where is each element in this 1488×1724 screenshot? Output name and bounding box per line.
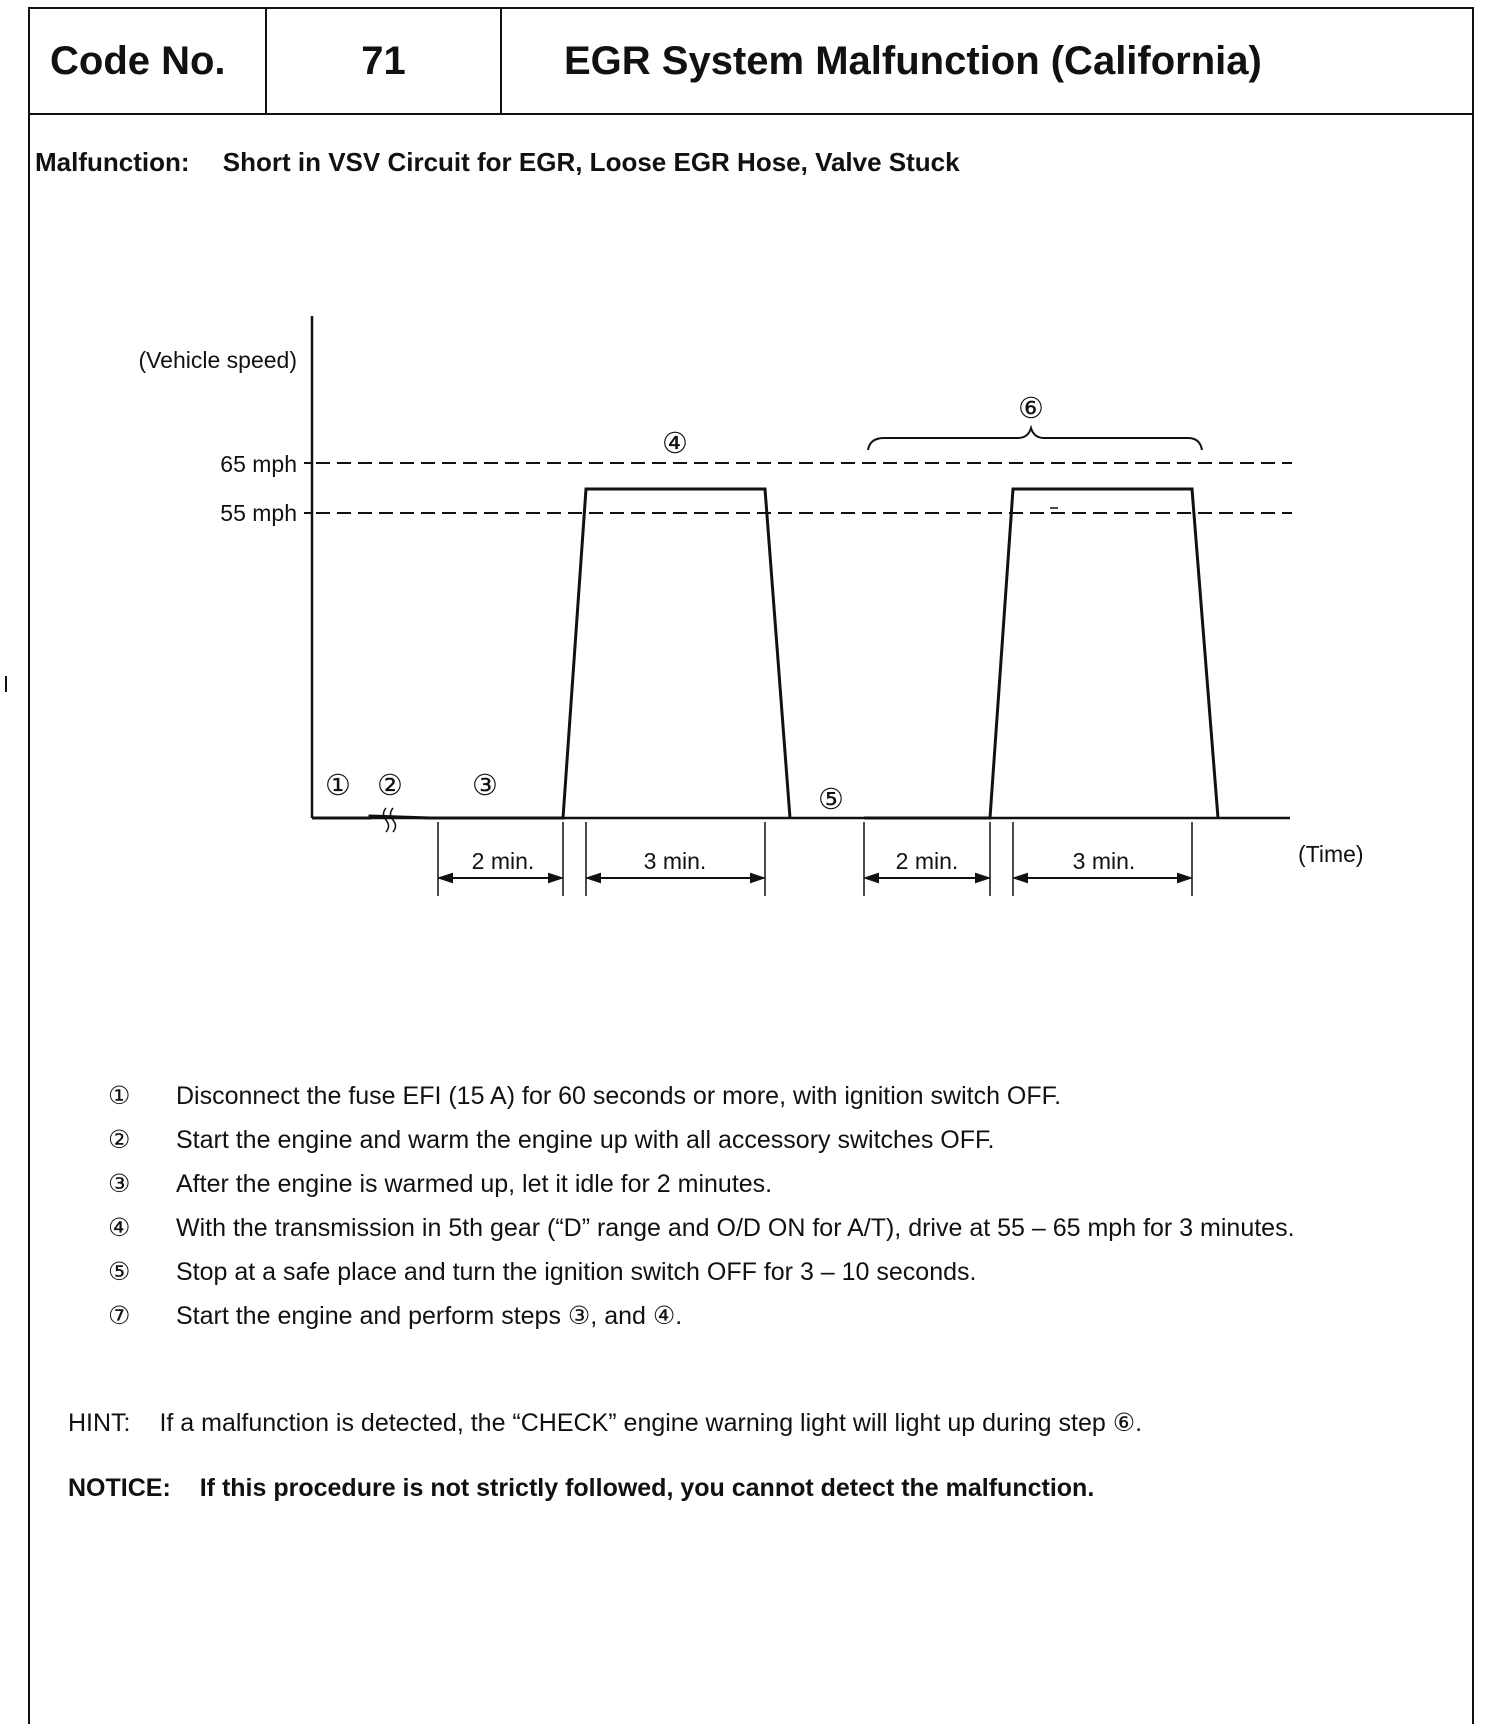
ref-label-65: 65 mph — [220, 451, 297, 477]
step-marker-4: ④ — [662, 428, 688, 460]
step-text: After the engine is warmed up, let it idle for 2 minutes. — [176, 1170, 773, 1198]
axis-break-mark — [384, 808, 396, 832]
step-marker-3: ③ — [472, 770, 498, 802]
step-marker-6: ⑥ — [1018, 393, 1044, 425]
hint-line — [68, 1408, 1142, 1438]
list-item — [108, 1124, 1448, 1156]
step-text: Start the engine and warm the engine up with all accessory switches OFF. — [176, 1126, 995, 1154]
duration-label-4: 3 min. — [1072, 848, 1136, 874]
step-marker: ② — [108, 1126, 131, 1154]
step-text: Disconnect the fuse EFI (15 A) for 60 seconds or more, with ignition switch OFF. — [176, 1082, 1062, 1110]
speed-profile-line-2 — [864, 489, 1218, 818]
code-label: Code No. — [30, 9, 267, 113]
list-item — [108, 1300, 1448, 1332]
duration-label-3: 2 min. — [895, 848, 959, 874]
list-item — [108, 1168, 1448, 1200]
page-title: EGR System Malfunction (California) — [564, 38, 1262, 83]
duration-label-1: 2 min. — [471, 848, 535, 874]
notice-label: NOTICE: — [68, 1474, 171, 1502]
code-number: 71 — [267, 9, 502, 113]
speed-profile-line — [312, 489, 790, 818]
step-marker: ④ — [108, 1214, 131, 1242]
hint-label: HINT: — [68, 1409, 131, 1437]
step-marker-2: ② — [377, 770, 403, 802]
duration-label-2: 3 min. — [643, 848, 707, 874]
list-item — [108, 1212, 1448, 1244]
step-marker: ⑤ — [108, 1258, 131, 1286]
step-marker: ③ — [108, 1170, 131, 1198]
list-item — [108, 1256, 1448, 1288]
malfunction-label: Malfunction: — [35, 147, 190, 177]
procedure-steps — [108, 1080, 1448, 1344]
duration-arrows — [440, 874, 1190, 882]
step-marker-1: ① — [325, 770, 351, 802]
y-axis-label: (Vehicle speed) — [138, 347, 297, 373]
step-6-brace — [868, 428, 1202, 450]
notice-text: If this procedure is not strictly followed, you cannot detect the malfunction. — [199, 1474, 1095, 1502]
x-axis-label: (Time) — [1298, 841, 1364, 867]
ref-label-55: 55 mph — [220, 500, 297, 526]
step-text: Start the engine and perform steps ③, and ④. — [176, 1302, 683, 1330]
step-text: Stop at a safe place and turn the ignition switch OFF for 3 – 10 seconds. — [176, 1258, 977, 1286]
step-text: With the transmission in 5th gear (“D” range and O/D ON for A/T), drive at 55 – 65 mph for 3 minutes. — [176, 1214, 1295, 1242]
step-marker-5: ⑤ — [818, 784, 844, 816]
hint-text: If a malfunction is detected, the “CHECK” engine warning light will light up during step ⑥. — [159, 1409, 1143, 1437]
malfunction-text: Short in VSV Circuit for EGR, Loose EGR Hose, Valve Stuck — [222, 147, 960, 177]
list-item — [108, 1080, 1448, 1112]
notice-line — [68, 1474, 1094, 1503]
step-marker: ① — [108, 1082, 131, 1110]
step-marker: ⑦ — [108, 1302, 131, 1330]
